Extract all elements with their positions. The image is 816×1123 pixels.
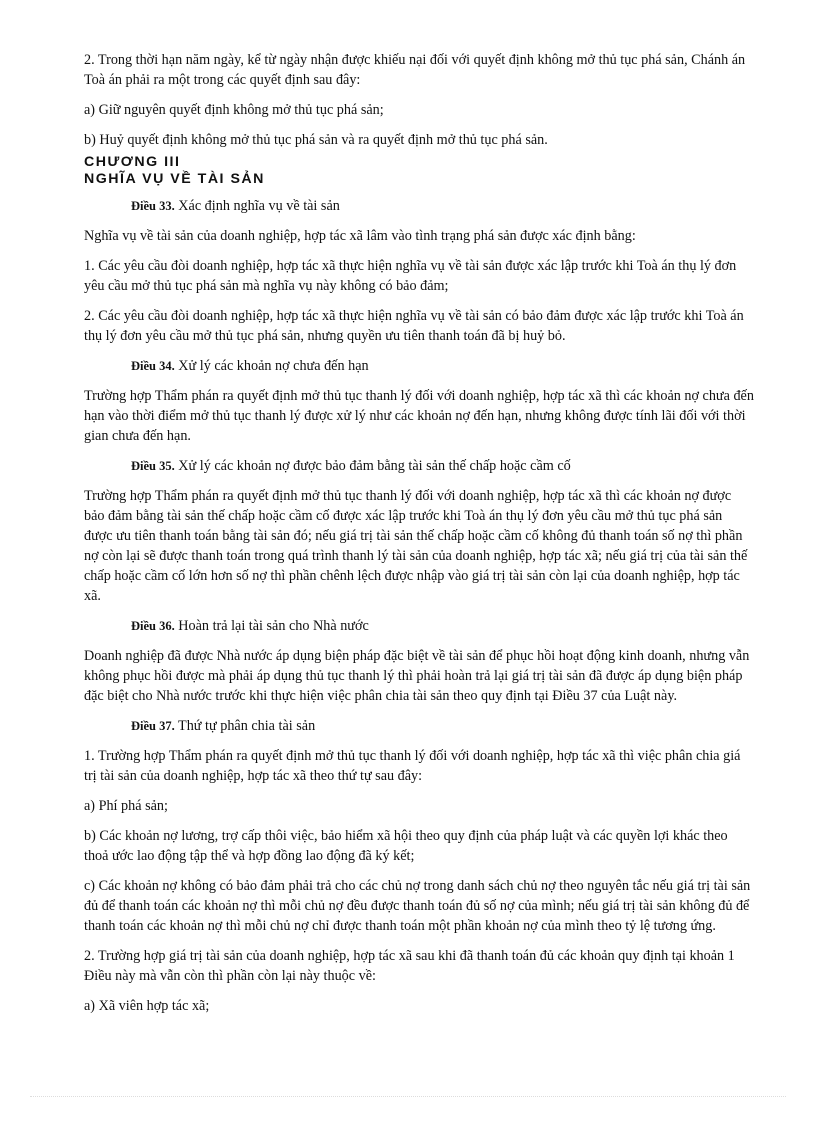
article-title: Xác định nghĩa vụ về tài sản	[178, 198, 340, 214]
article-number: Điều 37.	[131, 719, 175, 733]
article-number: Điều 35.	[131, 459, 175, 473]
article-title: Xử lý các khoản nợ được bảo đảm bằng tài sản thế chấp hoặc cầm cố	[178, 458, 571, 474]
article-paragraph: Nghĩa vụ về tài sản của doanh nghiệp, hợp tác xã lâm vào tình trạng phá sản được xác định bằng:	[84, 228, 636, 244]
article-paragraph: 2. Trường hợp giá trị tài sản của doanh nghiệp, hợp tác xã sau khi đã thanh toán đủ các khoản quy định tại khoản 1 Điều này mà vẫn còn thì phần còn lại này thuộc về:	[84, 948, 735, 984]
chapter-title: NGHĨA VỤ VỀ TÀI SẢN	[84, 171, 265, 187]
article-title: Xử lý các khoản nợ chưa đến hạn	[178, 358, 369, 374]
article-heading	[131, 456, 754, 476]
article-number: Điều 36.	[131, 619, 175, 633]
article-paragraph: c) Các khoản nợ không có bảo đảm phải trả cho các chủ nợ trong danh sách chủ nợ theo nguyên tắc nếu giá trị tài sản đủ để thanh toán các khoản nợ thì mỗi chủ nợ đều được thanh toán đủ số nợ của mình; nếu giá trị tài sản không đủ để thanh toán các khoản nợ thì mỗi chủ nợ chỉ được thanh toán một phần khoản nợ của mình theo tỷ lệ tương ứng.	[84, 878, 751, 934]
article-paragraph: a) Phí phá sản;	[84, 798, 168, 814]
article-heading	[131, 716, 754, 736]
article-paragraph: a) Xã viên hợp tác xã;	[84, 998, 210, 1014]
document-page	[84, 50, 754, 1026]
article-paragraph: Trường hợp Thẩm phán ra quyết định mở thủ tục thanh lý đối với doanh nghiệp, hợp tác xã thì các khoản nợ được bảo đảm bằng tài sản thế chấp hoặc cầm cố được xác lập trước khi Toà án thụ lý đơn yêu cầu mở thủ tục phá sản được ưu tiên thanh toán bằng tài sản đó; nếu giá trị tài sản thế chấp hoặc cầm cố không đủ thanh toán số nợ thì phần nợ còn lại sẽ được thanh toán trong quá trình thanh lý tài sản của doanh nghiệp, hợp tác xã; nếu giá trị của tài sản thế chấp hoặc cầm cố lớn hơn số nợ thì phần chênh lệch được nhập vào giá trị tài sản còn lại của doanh nghiệp, hợp tác xã.	[84, 488, 748, 604]
article-paragraph: Trường hợp Thẩm phán ra quyết định mở thủ tục thanh lý đối với doanh nghiệp, hợp tác xã thì các khoản nợ chưa đến hạn vào thời điểm mở thủ tục thanh lý được xử lý như các khoản nợ đến hạn, nhưng không được tính lãi đối với thời gian chưa đến hạn.	[84, 388, 754, 444]
chapter-number: CHƯƠNG III	[84, 154, 181, 170]
article-title: Hoàn trả lại tài sản cho Nhà nước	[178, 618, 369, 634]
intro-paragraph: 2. Trong thời hạn năm ngày, kể từ ngày nhận được khiếu nại đối với quyết định không mở thủ tục phá sản, Chánh án Toà án phải ra một trong các quyết định sau đây:	[84, 52, 746, 88]
article-heading	[131, 356, 754, 376]
intro-paragraph: b) Huỷ quyết định không mở thủ tục phá sản và ra quyết định mở thủ tục phá sản.	[84, 132, 548, 148]
article-paragraph: b) Các khoản nợ lương, trợ cấp thôi việc, bảo hiểm xã hội theo quy định của pháp luật và các quyền lợi khác theo thoả ước lao động tập thể và hợp đồng lao động đã ký kết;	[84, 828, 728, 864]
article-number: Điều 33.	[131, 199, 175, 213]
article-paragraph: Doanh nghiệp đã được Nhà nước áp dụng biện pháp đặc biệt về tài sản để phục hồi hoạt động kinh doanh, nhưng vẫn không phục hồi được mà phải áp dụng thủ tục thanh lý thì phải hoàn trả lại giá trị tài sản đã được áp dụng biện pháp đặc biệt cho Nhà nước trước khi thực hiện việc phân chia tài sản theo quy định tại Điều 37 của Luật này.	[84, 648, 750, 704]
article-paragraph: 1. Các yêu cầu đòi doanh nghiệp, hợp tác xã thực hiện nghĩa vụ về tài sản được xác lập trước khi Toà án thụ lý đơn yêu cầu mở thủ tục phá sản mà nghĩa vụ này không có bảo đảm;	[84, 258, 737, 294]
page-bottom-divider	[30, 1096, 786, 1097]
article-title: Thứ tự phân chia tài sản	[178, 718, 316, 734]
intro-paragraph: a) Giữ nguyên quyết định không mở thủ tục phá sản;	[84, 102, 384, 118]
article-paragraph: 2. Các yêu cầu đòi doanh nghiệp, hợp tác xã thực hiện nghĩa vụ về tài sản có bảo đảm được xác lập trước khi Toà án thụ lý đơn yêu cầu mở thủ tục phá sản, nhưng quyền ưu tiên thanh toán đã bị huỷ bỏ.	[84, 308, 744, 344]
article-heading	[131, 196, 754, 216]
article-number: Điều 34.	[131, 359, 175, 373]
article-paragraph: 1. Trường hợp Thẩm phán ra quyết định mở thủ tục thanh lý đối với doanh nghiệp, hợp tác xã thì việc phân chia giá trị tài sản của doanh nghiệp, hợp tác xã theo thứ tự sau đây:	[84, 748, 741, 784]
article-heading	[131, 616, 754, 636]
